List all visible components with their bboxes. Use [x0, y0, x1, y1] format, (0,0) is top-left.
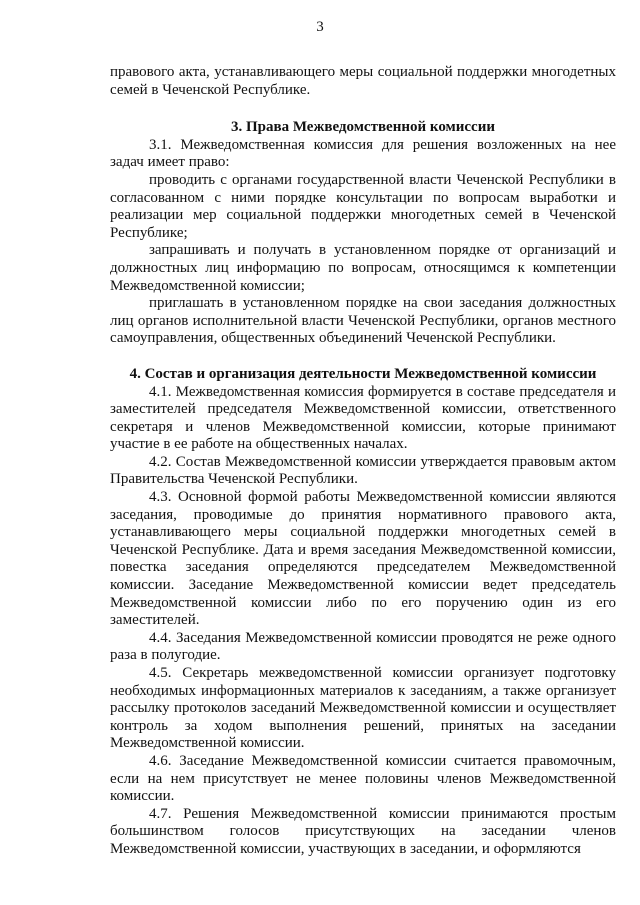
page-number: 3	[316, 19, 324, 35]
paragraph-4-1: 4.1. Межведомственная комиссия формируется в составе председателя и заместителей председателя Межведомственной комиссии, ответственного секретаря и членов Межведомственной комиссии, которые принимают участие в ее работе на общественных началах.	[110, 383, 616, 453]
list-item-consultations: проводить с органами государственной власти Чеченской Республики в согласованном с ними порядке консультации по вопросам выработки и реализации мер социальной поддержки многодетных семей в Чеченской Республике;	[110, 171, 616, 241]
paragraph-4-5: 4.5. Секретарь межведомственной комиссии организует подготовку необходимых информационных материалов к заседаниям, а также организует рассылку протоколов заседаний Межведомственной комиссии и осуществляет контроль за ходом выполнения решений, принятых на заседании Межведомственной комиссии.	[110, 665, 616, 752]
paragraph-3-1: 3.1. Межведомственная комиссия для решения возложенных на нее задач имеет право:	[110, 136, 616, 171]
paragraph-4-6: 4.6. Заседание Межведомственной комиссии считается правомочным, если на нем присутствует не менее половины членов Межведомственной комиссии.	[110, 752, 616, 805]
paragraph-4-3: 4.3. Основной формой работы Межведомственной комиссии являются заседания, проводимые до принятия нормативного правового акта, устанавливающего меры социальной поддержки многодетных семей в Чеченской Республике. Дата и время заседания Межведомственной комиссии, повестка заседания определяются председателем Межведомственной комиссии. Заседание Межведомственной комиссии ведет председатель Межведомственной комиссии либо по его поручению один из его заместителей.	[110, 489, 616, 629]
list-item-invite-officials: приглашать в установленном порядке на свои заседания должностных лиц органов исполнительной власти Чеченской Республики, органов местного самоуправления, общественных объединений Чеченской Республики.	[110, 295, 616, 347]
paragraph-4-4: 4.4. Заседания Межведомственной комиссии проводятся не реже одного раза в полугодие.	[110, 629, 616, 664]
intro-paragraph: правового акта, устанавливающего меры социальной поддержки многодетных семей в Чеченской Республике.	[110, 64, 616, 98]
section-3-heading: 3. Права Межведомственной комиссии	[230, 119, 496, 136]
section-4-heading: 4. Состав и организация деятельности Межведомственной комиссии	[129, 365, 597, 382]
paragraph-4-2: 4.2. Состав Межведомственной комиссии утверждается правовым актом Правительства Чеченской Республики.	[110, 453, 616, 488]
paragraph-4-7: 4.7. Решения Межведомственной комиссии принимаются простым большинством голосов присутствующих на заседании членов Межведомственной комиссии, участвующих в заседании, и оформляются	[110, 805, 616, 857]
document-body	[110, 64, 616, 859]
list-item-request-info: запрашивать и получать в установленном порядке от организаций и должностных лиц информацию по вопросам, относящимся к компетенции Межведомственной комиссии;	[110, 242, 616, 294]
